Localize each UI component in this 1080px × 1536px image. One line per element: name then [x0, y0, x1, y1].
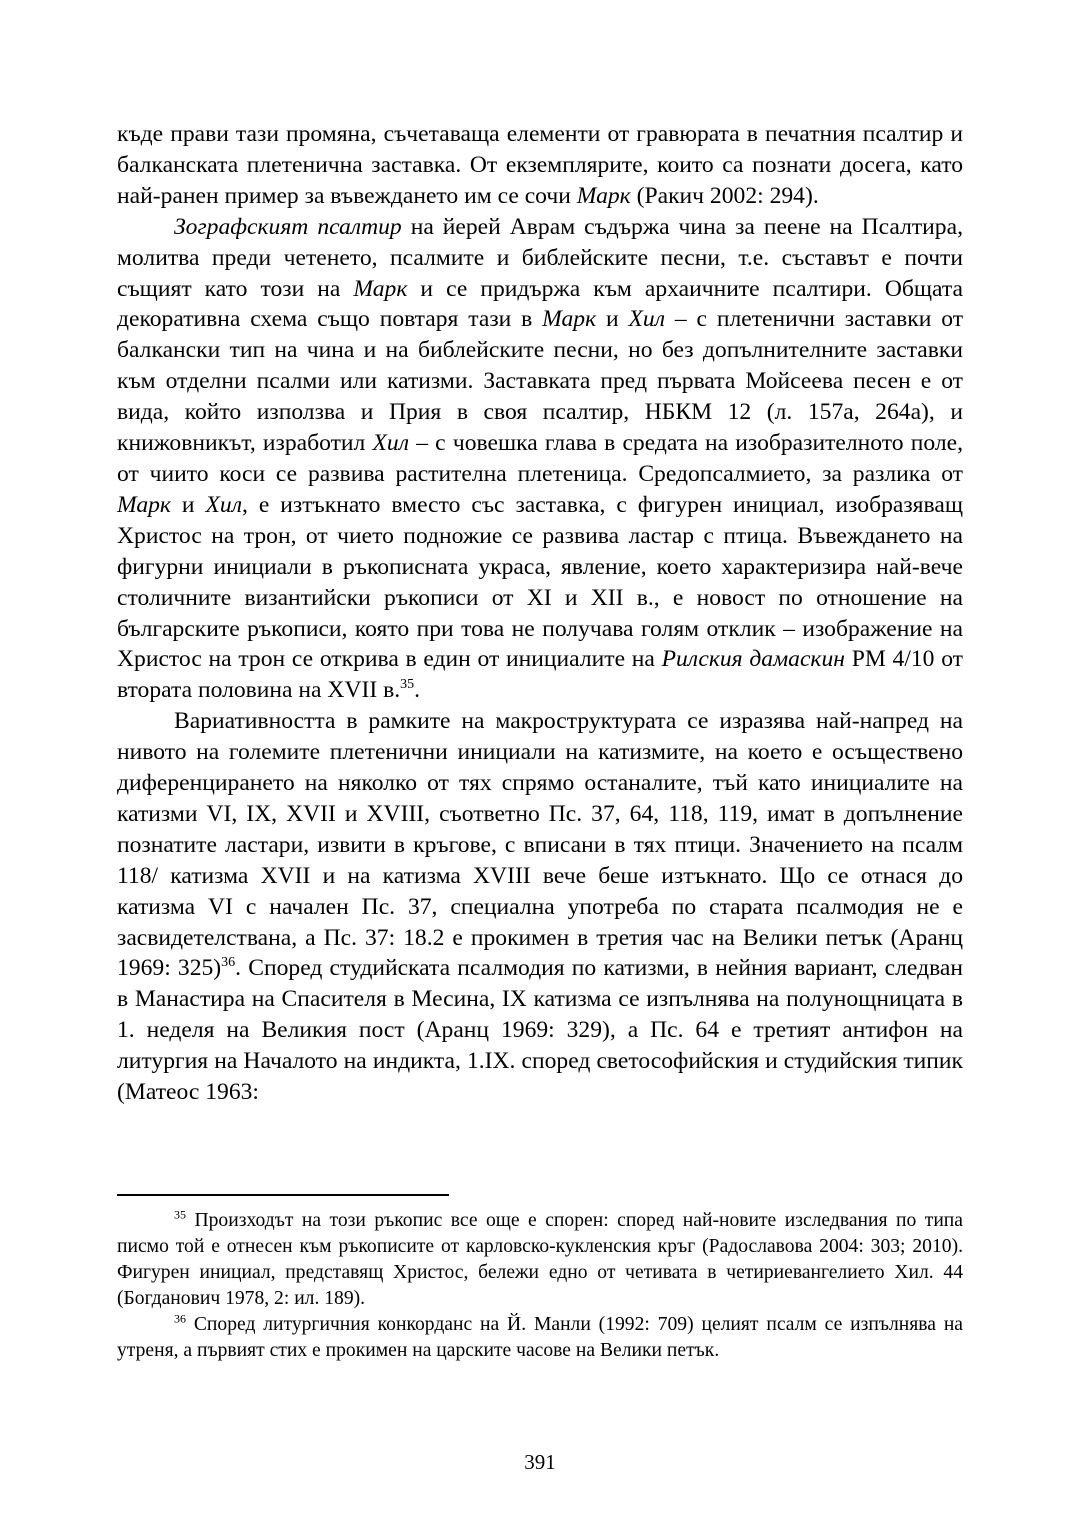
text-run: – с човешка глава в средата на изобразителното поле, от чиито коси се развива растителна плетеница. Средопсалмието, за разлика от: [117, 430, 964, 487]
footnote-separator: [117, 1194, 449, 1196]
italic-title: Марк: [542, 306, 597, 333]
page-number: 391: [524, 1450, 556, 1474]
italic-title: Марк: [353, 275, 408, 302]
italic-title: Марк: [117, 491, 171, 518]
paragraph-1: [117, 119, 963, 212]
text-run: . Според студийската псалмодия по катизми, в нейния вариант, следван в Манастира на Спасителя в Месина, IX катизма се изпълнява на полунощницата в 1. неделя на Великия пост (Аранц 1969: 329), а Пс. 64 е третият антифон на литургия на Началото на индикта, 1.IX. според светософийския и студийския типик (Матеос 1963:: [117, 955, 964, 1106]
footnote-35: [117, 1208, 963, 1312]
footnote-number: 36: [174, 1311, 186, 1326]
footnote-text: Произходът на този ръкопис все още е спорен: според най-новите изследвания по типа писмо той е отнесен към ръкописите от карловско-кукленския кръг (Радославова 2004: 303; 2010). Фигурен инициал, представящ Христос, бележи едно от четивата в четириевангелието Хил. 44 (Богданович 1978, 2: ил. 189).: [117, 1210, 963, 1309]
text-run: къде прави тази промяна, съчетаваща елементи от гравюрата в печатния псалтир и балканската плетенична заставка. От екземплярите, които са познати досега, като най-ранен пример за въвеждането им се сочи: [117, 121, 963, 209]
text-run: на йерей Аврам съдържа чина за пеене на Псалтира, молитва преди четенето, псалмите и библейските песни, т.е. съставът е почти същият като този на: [117, 213, 963, 302]
text-run: – с плетенични заставки от балкански тип на чина и на библейските песни, но без допълнителните заставки към отделни псалми или катизми. Заставката пред първата Мойсеева песен е от вида, който използва и Прия в своя псалтир, НБКМ 12 (л. 157а, 264а), и книжовникът, изработил: [117, 306, 963, 457]
paragraph-2: [117, 212, 963, 707]
italic-title: Хил: [628, 306, 665, 333]
italic-title: Зографският псалтир: [174, 213, 402, 240]
italic-title: Рилския дамаскин: [661, 646, 845, 673]
footnote-36: [117, 1312, 963, 1364]
footnote-ref-36[interactable]: 36: [221, 955, 236, 971]
italic-title: Хил: [372, 430, 410, 457]
text-run: , е изтъкнато вместо със заставка, с фигурен инициал, изобразяващ Христос на трон, от чието подножие се развива ластар с птица. Въвеждането на фигурни инициали в ръкописната украса, явление, което характеризира най-вече столичните византийски ръкописи от XI и XII в., е новост по отношение на българските ръкописи, която при това не получава голям отклик – изображение на Христос на трон се открива в един от инициалите на: [117, 491, 963, 673]
footnote-number: 35: [174, 1207, 186, 1222]
text-run: и: [605, 306, 619, 333]
paragraph-3: [117, 706, 963, 1108]
footnotes: [117, 1208, 963, 1364]
italic-title: Марк: [576, 182, 631, 209]
text-run: .: [414, 677, 421, 704]
text-run: Вариативността в рамките на макроструктурата се изразява най-напред на нивото на големите плетенични инициали на катизмите, на което е осъществено диференцирането на няколко от тях спрямо останалите, тъй като инициалите на катизми VI, IX, XVII и XVIII, съответно Пс. 37, 64, 118, 119, имат в допълнение познатите ластари, извити в кръгове, с вписани в тях птици. Значението на псалм 118/ катизма XVII и на катизма XVIII вече беше изтъкнато. Що се отнася до катизма VI с начален Пс. 37, специална употреба по старата псалмодия не е засвидетелствана, а Пс. 37: 18.2 е прокимен в третия час на Велики петък (Аранц 1969: 325): [117, 708, 963, 982]
footnote-text: Според литургичния конкорданс на Й. Манли (1992: 709) целият псалм се изпълнява на утреня, а първият стих е прокимен на царските часове на Велики петък.: [117, 1314, 963, 1361]
italic-title: Хил: [205, 491, 242, 518]
text-run: РМ 4/10 от втората половина на XVII в.: [117, 646, 963, 704]
footnote-ref-35[interactable]: 35: [400, 677, 415, 693]
text-run: и се придържа към архаичните псалтири. Общата декоративна схема също повтаря тази в: [117, 275, 963, 333]
main-text: [117, 119, 963, 1108]
text-run: (Ракич 2002: 294).: [636, 182, 819, 209]
text-run: и: [181, 491, 195, 518]
